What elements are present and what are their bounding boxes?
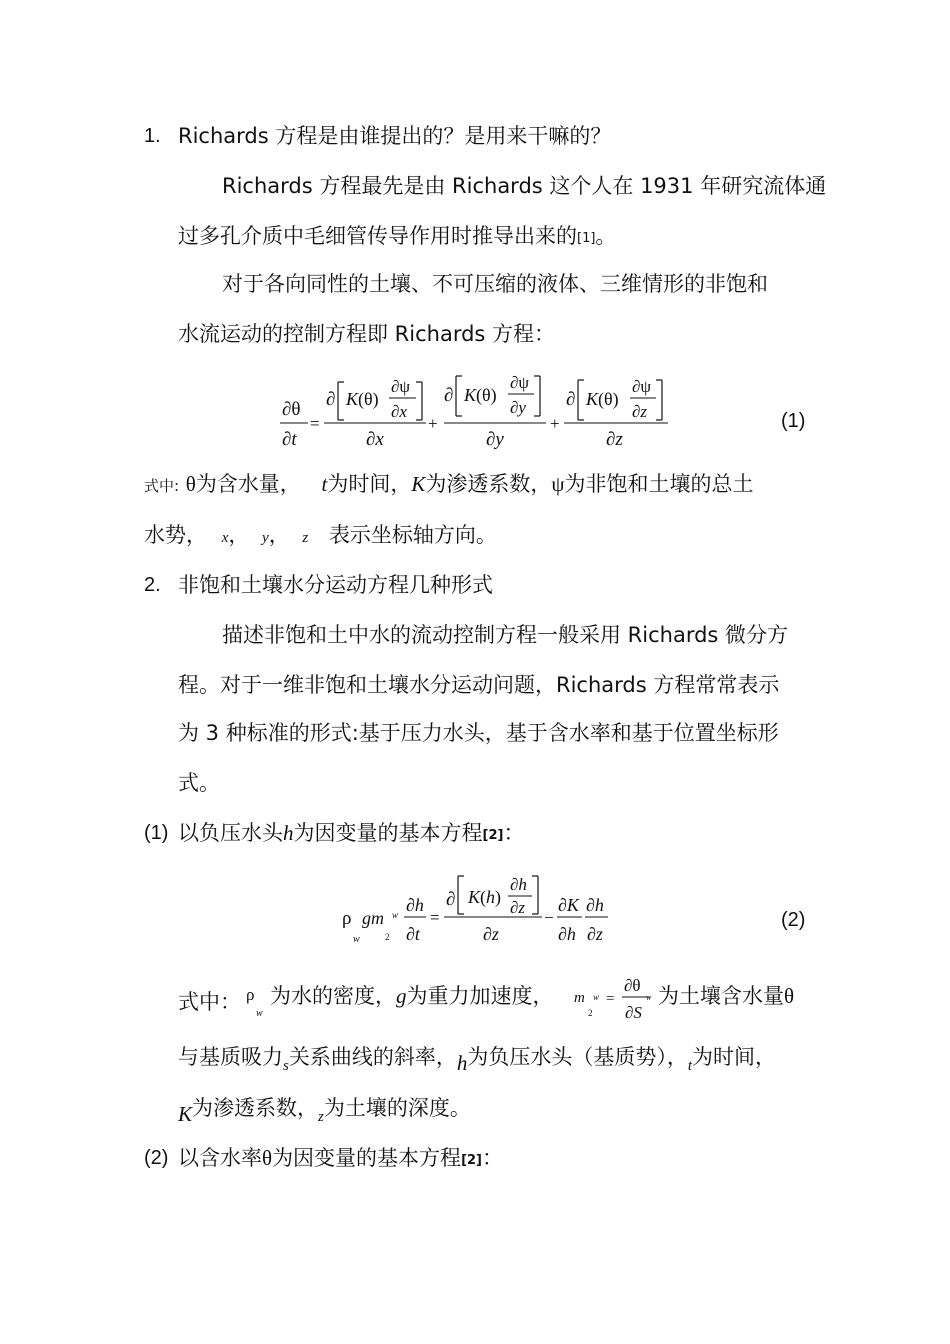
- svg-text:∂z: ∂z: [587, 924, 603, 944]
- svg-text:∂: ∂: [444, 385, 454, 406]
- svg-text:∂S: ∂S: [625, 1003, 642, 1022]
- item-1-text: [178, 819, 524, 850]
- paragraph-1-line-2-text: 过多孔介质中毛细管传导作用时推导出来的: [178, 224, 577, 248]
- svg-text:∂: ∂: [446, 889, 456, 910]
- svg-text:w: w: [593, 992, 600, 1002]
- where-1-line-2-end: 表示坐标轴方向。: [328, 523, 497, 547]
- theta-symbol: θ: [185, 472, 196, 496]
- citation-2b: [2]: [461, 1153, 482, 1168]
- where-2-prefix: 式中：: [178, 990, 241, 1014]
- svg-text:+: +: [428, 414, 438, 433]
- where-2-line-2-a: 与基质吸力: [178, 1045, 283, 1069]
- z-symbol: z: [318, 1109, 324, 1125]
- paragraph-2-line-2: 水流运动的控制方程即 Richards 方程：: [178, 322, 556, 346]
- where-2-line-1-end: [658, 982, 794, 1010]
- paragraph-3-line-4: 式。: [178, 771, 220, 795]
- where-1-line-1: [144, 470, 754, 500]
- where-2-line-1: [178, 988, 241, 1016]
- paragraph-1-line-1: Richards 方程最先是由 Richards 这个人在 1931 年研究流体通: [222, 174, 827, 198]
- where-2-line-3-a: 为渗透系数，: [192, 1096, 319, 1120]
- where-1-line-2: [144, 521, 497, 552]
- g-symbol: g: [396, 984, 407, 1008]
- rho-description: 为水的密度，: [270, 984, 396, 1008]
- item-1-number: (1): [144, 822, 169, 844]
- svg-text:∂ψ: ∂ψ: [510, 373, 530, 392]
- svg-text:ρ: ρ: [246, 985, 255, 1004]
- s-symbol: s: [283, 1058, 289, 1074]
- svg-text:+: +: [550, 414, 560, 433]
- svg-text:∂z: ∂z: [510, 898, 526, 917]
- y-symbol: y: [262, 530, 269, 546]
- svg-text:∂x: ∂x: [391, 402, 407, 421]
- question-1-title: Richards 方程是由谁提出的？是用来干嘛的？: [178, 124, 612, 148]
- paragraph-3-line-2: 程。对于一维非饱和土壤水分运动问题，Richards 方程常常表示: [178, 673, 780, 697]
- svg-text:K(h): K(h): [468, 887, 502, 907]
- t-description: 为时间，: [327, 472, 412, 496]
- where-2-line-2-d: 为时间，: [692, 1045, 777, 1069]
- citation-1: [1]: [577, 231, 596, 246]
- svg-text:=: =: [430, 908, 440, 927]
- equation-1: [270, 368, 690, 458]
- svg-text:∂h: ∂h: [586, 895, 604, 915]
- where-2-line-3-b: 为土壤的深度。: [323, 1096, 471, 1120]
- item-2-text: [178, 1144, 503, 1175]
- paragraph-1-end: 。: [595, 224, 617, 248]
- paragraph-3-line-3: 为 3 种标准的形式:基于压力水头，基于含水率和基于位置坐标形: [178, 721, 779, 745]
- svg-text:K(θ): K(θ): [464, 385, 497, 405]
- where-2-line-2-b: 关系曲线的斜率，: [288, 1045, 457, 1069]
- psi-symbol: ψ: [551, 472, 565, 496]
- paragraph-1-line-2: [178, 222, 616, 253]
- theta-symbol: θ: [784, 984, 795, 1008]
- t-symbol: t: [687, 1058, 693, 1074]
- item-2-end: ：: [482, 1146, 503, 1170]
- svg-text:∂h: ∂h: [510, 875, 527, 894]
- item-1-end: ：: [503, 821, 525, 845]
- svg-text:∂x: ∂x: [366, 429, 384, 450]
- svg-text:∂t: ∂t: [406, 924, 420, 944]
- svg-text:∂y: ∂y: [510, 398, 526, 417]
- svg-text:2: 2: [385, 932, 390, 942]
- where-2-line-3: [178, 1094, 471, 1131]
- svg-text:−: −: [544, 908, 554, 927]
- item-1-text-a: 以负压水头: [178, 821, 283, 845]
- eq1-lhs-den: ∂t: [282, 429, 297, 450]
- m-description: 为土壤含水量: [658, 984, 784, 1008]
- svg-text:∂h: ∂h: [558, 924, 576, 944]
- svg-text:∂θ: ∂θ: [624, 976, 641, 995]
- svg-text:ρ: ρ: [342, 908, 352, 929]
- svg-text:=: =: [606, 991, 615, 1007]
- item-2-number: (2): [144, 1147, 169, 1169]
- svg-text:∂ψ: ∂ψ: [632, 377, 652, 396]
- where-1-line-2-start: 水势，: [144, 523, 207, 547]
- svg-text:w: w: [646, 993, 652, 1002]
- svg-text:∂z: ∂z: [632, 402, 648, 421]
- equation-2-label: (2): [781, 909, 806, 931]
- question-2-number: 2.: [144, 574, 161, 596]
- paragraph-3-line-1: 描述非饱和土中水的流动控制方程一般采用 Richards 微分方: [222, 623, 789, 647]
- where-2-line-2-c: 为负压水头（基质势），: [467, 1045, 688, 1069]
- theta-symbol: θ: [262, 1146, 273, 1170]
- svg-text:K(θ): K(θ): [586, 389, 619, 409]
- svg-text:∂ψ: ∂ψ: [391, 377, 411, 396]
- svg-text:∂K: ∂K: [558, 895, 579, 915]
- x-symbol: x: [221, 530, 229, 546]
- svg-text:2: 2: [588, 1008, 593, 1018]
- question-2-title: 非饱和土壤水分运动方程几种形式: [178, 573, 493, 597]
- z-symbol: z: [302, 530, 309, 546]
- svg-text:∂z: ∂z: [606, 429, 623, 450]
- where-2-line-2: [178, 1043, 776, 1080]
- where-1-prefix: 式中:: [144, 477, 180, 495]
- question-1-number: 1.: [144, 125, 161, 147]
- rho-w-symbol: [244, 980, 270, 1020]
- svg-text:∂: ∂: [566, 389, 576, 410]
- separator: ，: [228, 523, 250, 547]
- svg-text:K(θ): K(θ): [346, 389, 379, 409]
- theta-description: 为含水量，: [195, 472, 301, 496]
- svg-text:∂h: ∂h: [406, 895, 424, 915]
- t-symbol: t: [321, 472, 328, 496]
- psi-description: 为非饱和土壤的总土: [564, 472, 754, 496]
- svg-text:∂: ∂: [326, 389, 336, 410]
- k-symbol: K: [411, 472, 426, 496]
- eq1-lhs-num: ∂θ: [282, 399, 301, 420]
- paragraph-2-line-1: 对于各向同性的土壤、不可压缩的液体、三维情形的非饱和: [222, 272, 768, 296]
- svg-text:=: =: [310, 414, 320, 433]
- h-symbol: h: [456, 1051, 468, 1075]
- item-2-text-a: 以含水率: [178, 1146, 262, 1170]
- where-2-line-1-rest: [270, 982, 554, 1010]
- svg-text:w: w: [392, 910, 399, 920]
- separator: ，: [268, 523, 290, 547]
- equation-1-label: (1): [781, 410, 806, 432]
- svg-text:∂z: ∂z: [483, 924, 499, 944]
- equation-2: [338, 868, 618, 950]
- k-symbol: K: [178, 1102, 193, 1126]
- item-2-text-b: 为因变量的基本方程: [272, 1146, 462, 1170]
- svg-text:m: m: [574, 990, 585, 1006]
- m2w-definition: [572, 970, 658, 1026]
- svg-text:gm: gm: [362, 908, 384, 928]
- svg-text:∂y: ∂y: [486, 429, 504, 450]
- citation-2a: [2]: [482, 828, 504, 843]
- item-1-text-b: 为因变量的基本方程: [293, 821, 483, 845]
- svg-text:w: w: [256, 1008, 263, 1019]
- g-description: 为重力加速度，: [406, 984, 554, 1008]
- k-description: 为渗透系数，: [425, 472, 552, 496]
- h-symbol: h: [283, 821, 294, 845]
- svg-text:w: w: [353, 934, 360, 945]
